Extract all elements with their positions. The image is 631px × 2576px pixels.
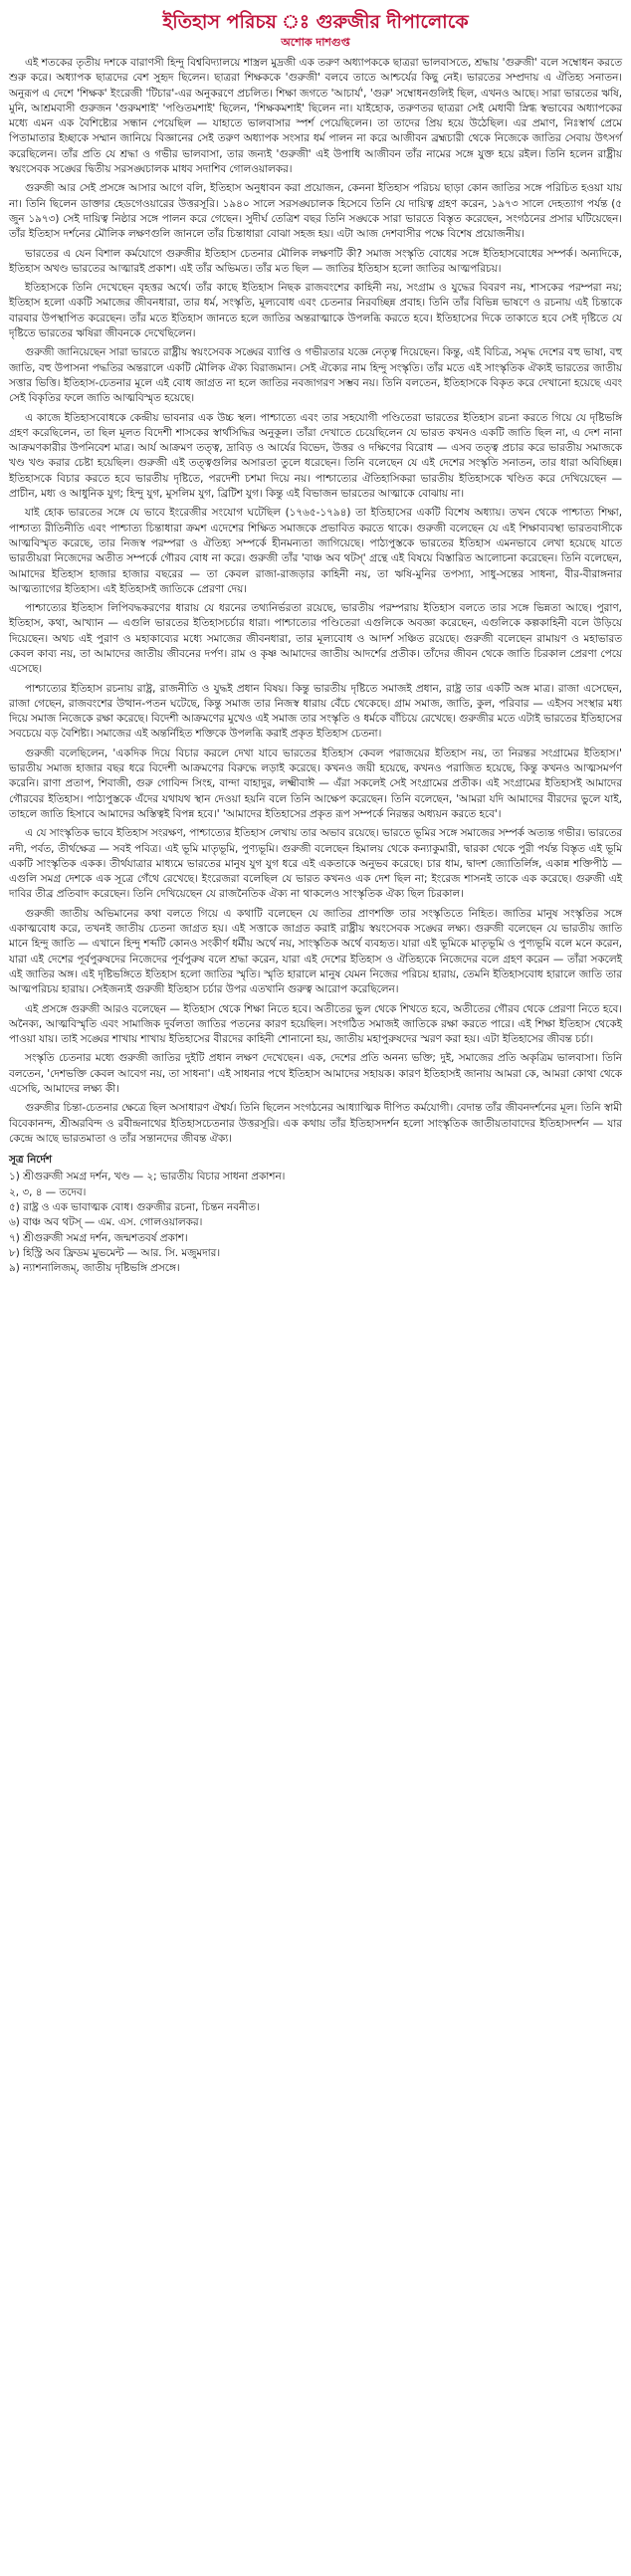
paragraph: সংস্কৃতি চেতনার মধ্যে গুরুজী জাতির দুইটি প্রধান লক্ষণ দেখেছেন। এক, দেশের প্রতি অনন্য ভক্তি; দুই, সমাজের প্রতি অকৃত্রিম ভালবাসা। তিনি বলতেন, 'দেশভক্তি কেবল আবেগ নয়, তা সাধনা'। এই সাধনার পথে ইতিহাস আমাদের সহায়ক। কারণ ইতিহাসই জানায় আমরা কে, আমরা কোথা থেকে এসেছি, আমাদের লক্ষ্য কী। [9,1052,622,1095]
paragraph: গুরুজীর চিন্তা-চেতনার ক্ষেত্রে ছিল অসাধারণ ঐশ্বর্য। তিনি ছিলেন সংগঠনের আধ্যাত্মিক দীপিত কর্মযোগী। বেদান্ত তাঁর জীবনদর্শনের মূল। তিনি স্বামী বিবেকানন্দ, শ্রীঅরবিন্দ ও রবীন্দ্রনাথের ইতিহাসচেতনার উত্তরসূরি। এক কথায় তাঁর ইতিহাসদর্শন হলো সাংস্কৃতিক জাতীয়তাবাদের ইতিহাসদর্শন — যার কেন্দ্রে আছে ভারতমাতা ও তাঁর সন্তানদের জীবন্ত ঐক্য। [9,1102,622,1145]
paragraph: ইতিহাসকে তিনি দেখেছেন বৃহত্তর অর্থে। তাঁর কাছে ইতিহাস নিছক রাজবংশের কাহিনী নয়, সংগ্রাম ও যুদ্ধের বিবরণ নয়, শাসকের পরম্পরা নয়; ইতিহাস হলো একটি সমাজের জীবনধারা, তার ধর্ম, সংস্কৃতি, মূল্যবোধ এবং চেতনার নিরবচ্ছিন্ন প্রবাহ। তিনি তাঁর বিভিন্ন ভাষণে ও রচনায় এই চিন্তাকে বারবার উপস্থাপিত করেছেন। তাঁর মতে ইতিহাস জানতে হলে জাতির অন্তরাত্মাকে উপলব্ধি করতে হবে। ইতিহাসের দিকে তাকাতে হবে সেই দৃষ্টিতে যে দৃষ্টিতে ভারতের ঋষিরা জীবনকে দেখেছিলেন। [9,282,622,340]
reference-item: ৫) রাষ্ট্র ও এক ভাবাত্মক বোধ। গুরুজীর রচনা, চিন্তন নবনীত। [9,1201,260,1214]
references-title: সূত্র নির্দেশ [9,1154,53,1167]
reference-item: ৮) হিস্ট্রি অব ফ্রিডম মুভমেন্ট — আর. সি. মজুমদার। [9,1246,221,1259]
references-list [9,1170,622,1276]
paragraph: এই প্রসঙ্গে গুরুজী আরও বলেছেন — ইতিহাস থেকে শিক্ষা নিতে হবে। অতীতের ভুল থেকে শিখতে হবে, অতীতের গৌরব থেকে প্রেরণা নিতে হবে। অনৈক্য, আত্মবিস্মৃতি এবং সামাজিক দুর্বলতা জাতির পতনের কারণ হয়েছিল। সংগঠিত সমাজই জাতিকে রক্ষা করতে পারে। এই শিক্ষা ইতিহাস থেকেই পাওয়া যায়। তাই সঙ্ঘের শাখায় শাখায় ইতিহাসের বীরদের কাহিনী শোনানো হয়, জাতীয় মহাপুরুষদের স্মরণ করা হয়। এটা ইতিহাসের জীবন্ত চর্চা। [9,1002,622,1046]
article-body [9,56,622,1147]
paragraph: এ কাজে ইতিহাসবোধকে কেন্দ্রীয় ভাবনার এক উচ্চ স্থল। পাশ্চাত্যে এবং তার সহযোগী পণ্ডিতেরা ভারতের ইতিহাস রচনা করতে গিয়ে যে দৃষ্টিভঙ্গি গ্রহণ করেছিলেন, তা ছিল মূলত বিদেশী শাসকের স্বার্থসিদ্ধির অনুকূল। তাঁরা দেখাতে চেয়েছিলেন যে ভারত কখনও একটি জাতি ছিল না, এ দেশ নানা আক্রমণকারীর উপনিবেশ মাত্র। আর্য আক্রমণ তত্ত্ব, দ্রাবিড় ও আর্যের বিভেদ, উত্তর ও দক্ষিণের বিরোধ — এসব তত্ত্ব প্রচার করে ভারতীয় সমাজকে খণ্ড খণ্ড করার চেষ্টা হয়েছিল। গুরুজী এই তত্ত্বগুলির অসারতা তুলে ধরেছেন। তিনি বলেছেন যে এই দেশের সংস্কৃতি সনাতন, তার ধারা অবিচ্ছিন্ন। ইতিহাসকে বিচার করতে হবে ভারতীয় দৃষ্টিতে, পরদেশী চশমা দিয়ে নয়। পাশ্চাত্যের ঐতিহাসিকরা ভারতীয় ইতিহাসকে খণ্ডিত করে দেখিয়েছেন — প্রাচীন, মধ্য ও আধুনিক যুগ; হিন্দু যুগ, মুসলিম যুগ, ব্রিটিশ যুগ। কিন্তু এই বিভাজন ভারতের আত্মাকে বোঝায় না। [9,411,622,501]
article-author: অশোক দাশগুপ্ত [281,36,350,49]
paragraph: যাই হোক ভারতের সঙ্গে যে ভাবে ইংরেজীর সংযোগ ঘটেছিল (১৭৬৫-১৭৯৪) তা ইতিহাসের একটি বিশেষ অধ্যায়। তখন থেকে পাশ্চাত্য শিক্ষা, পাশ্চাত্য রীতিনীতি এবং পাশ্চাত্য চিন্তাধারা ক্রমশ এদেশের শিক্ষিত সমাজকে প্রভাবিত করতে থাকে। গুরুজী বলেছেন যে এই শিক্ষাব্যবস্থা ভারতবাসীকে আত্মবিস্মৃত করেছে, তার নিজস্ব পরম্পরা ও ঐতিহ্য সম্পর্কে হীনমন্যতা জাগিয়েছে। পাঠ্যপুস্তকে ভারতের ইতিহাস এমনভাবে লেখা হয়েছে যাতে ভারতীয়রা নিজেদের অতীত সম্পর্কে গৌরব বোধ না করে। গুরুজী তাঁর 'বাঞ্চ অব থটস্' গ্রন্থে এই বিষয়ে বিস্তারিত আলোচনা করেছেন। তিনি বলেছেন, আমাদের ইতিহাস হাজার হাজার বছরের — তা কেবল রাজা-রাজড়ার কাহিনী নয়, তা ঋষি-মুনির তপস্যা, সাধু-সন্তের সাধনা, বীর-বীরাঙ্গনার আত্মত্যাগের ইতিহাস। এই ইতিহাসই জাতিকে প্রেরণা দেয়। [9,507,622,595]
reference-item: ২, ৩, ৪ — তদেব। [9,1185,87,1198]
paragraph: পাশ্চাত্যের ইতিহাস লিপিবদ্ধকরণের ধারায় যে ধরনের তথ্যনির্ভরতা রয়েছে, ভারতীয় পরম্পরায় ইতিহাস বলতে তার সঙ্গে ভিন্নতা আছে। পুরাণ, ইতিহাস, কথা, আখ্যান — এগুলি ভারতের ইতিহাসচর্চার ধারা। পাশ্চাত্যের পণ্ডিতেরা এগুলিকে অবজ্ঞা করেছেন, এগুলিকে কল্পকাহিনী বলে উড়িয়ে দিয়েছেন। অথচ এই পুরাণ ও মহাকাব্যের মধ্যে সমাজের জীবনধারা, তার মূল্যবোধ ও আদর্শ সঞ্চিত রয়েছে। গুরুজী বলেছেন রামায়ণ ও মহাভারত কেবল কাব্য নয়, তা আমাদের জাতীয় জীবনের দর্পণ। রাম ও কৃষ্ণ আমাদের জাতীয় আদর্শের প্রতীক। তাঁদের জীবন থেকে জাতি চিরকাল প্রেরণা পেয়ে এসেছে। [9,602,622,676]
paragraph: গুরুজী জাতীয় অভিমানের কথা বলতে গিয়ে এ কথাটি বলেছেন যে জাতির প্রাণশক্তি তার সংস্কৃতিতে নিহিত। জাতির মানুষ সংস্কৃতির সঙ্গে একাত্মবোধ করে, তখনই জাতীয় চেতনা জাগ্রত হয়। এই সত্তাকে জাগ্রত করাই রাষ্ট্রীয় স্বয়ংসেবক সঙ্ঘের লক্ষ্য। গুরুজী বলেছেন যে ভারতীয় জাতি মানে হিন্দু জাতি — এখানে হিন্দু শব্দটি কোনও সংকীর্ণ ধর্মীয় অর্থে নয়, সাংস্কৃতিক অর্থে ব্যবহৃত। যারা এই ভূমিকে মাতৃভূমি ও পুণ্যভূমি বলে মনে করেন, যারা এই দেশের পূর্বপুরুষদের নিজেদের পূর্বপুরুষ বলে শ্রদ্ধা করেন, যারা এই দেশের ইতিহাস ও ঐতিহ্যকে নিজেদের বলে গ্রহণ করেন — তাঁরা সকলেই এই জাতির অঙ্গ। এই দৃষ্টিভঙ্গিতে ইতিহাস হলো জাতির স্মৃতি। স্মৃতি হারালে মানুষ যেমন নিজের পরিচয় হারায়, তেমনি ইতিহাসবোধ হারালে জাতি তার আত্মপরিচয় হারায়। সেইজন্যই গুরুজী ইতিহাস চর্চার উপর এতখানি গুরুত্ব আরোপ করেছিলেন। [9,907,622,996]
paragraph: ভারতের এ যেন বিশাল কর্মযোগে গুরুজীর ইতিহাস চেতনার মৌলিক লক্ষণটি কী? সমাজ সংস্কৃতি বোধের সঙ্গে ইতিহাসবোধের সম্পর্ক। অন্যদিকে, ইতিহাস অখণ্ড ভারতের আত্মারই প্রকাশ। এই তাঁর অভিমত। তাঁর মত ছিল — জাতির ইতিহাস হলো জাতির আত্মপরিচয়। [9,247,622,275]
paragraph: পাশ্চাত্যের ইতিহাস রচনায় রাষ্ট্র, রাজনীতি ও যুদ্ধই প্রধান বিষয়। কিন্তু ভারতীয় দৃষ্টিতে সমাজই প্রধান, রাষ্ট্র তার একটি অঙ্গ মাত্র। রাজা এসেছেন, রাজা গেছেন, রাজবংশের উত্থান-পতন ঘটেছে, কিন্তু সমাজ তার নিজস্ব ধারায় বেঁচে থেকেছে। গ্রাম সমাজ, জাতি, কুল, পরিবার — এইসব সংস্থার মধ্য দিয়ে সমাজ নিজেকে রক্ষা করেছে। বিদেশী আক্রমণের মুখেও এই সমাজ তার সংস্কৃতি ও ধর্মকে বাঁচিয়ে রেখেছে। গুরুজীর মতে এটাই ভারতের ইতিহাসের সবচেয়ে বড় বৈশিষ্ট্য। সমাজের এই অন্তর্নিহিত শক্তিকে উপলব্ধি করাই প্রকৃত ইতিহাস চেতনা। [9,682,622,741]
reference-item: ৭) শ্রীগুরুজী সমগ্র দর্শন, জন্মশতবর্ষ প্রকাশ। [9,1231,188,1244]
paragraph: গুরুজী আর সেই প্রসঙ্গে আসার আগে বলি, ইতিহাস অনুধাবন করা প্রয়োজন, কেননা ইতিহাস পরিচয় ছাড়া কোন জাতির সঙ্গে পরিচিত হওয়া যায় না। তিনি ছিলেন ডাক্তার হেডগেওয়ারের উত্তরসূরি। ১৯৪০ সালে সরসঙ্ঘচালক হিসেবে তিনি যে দায়িত্ব গ্রহণ করেন, ১৯৭৩ সালে দেহত্যাগ পর্যন্ত (৫ জুন ১৯৭৩) সেই দায়িত্ব নিষ্ঠার সঙ্গে পালন করে গেছেন। সুদীর্ঘ তেত্রিশ বছর তিনি সঙ্ঘকে সারা ভারতে বিস্তৃত করেছেন, সংগঠনের প্রসার ঘটিয়েছেন। তাঁর ইতিহাস দর্শনের মৌলিক লক্ষণগুলি জানলে তাঁর চিন্তাধারা বোঝা সহজ হয়। এটা আজ দেশবাসীর পক্ষে বিশেষ প্রয়োজনীয়। [9,182,622,241]
reference-item: ১) শ্রীগুরুজী সমগ্র দর্শন, খণ্ড — ২; ভারতীয় বিচার সাধনা প্রকাশন। [9,1171,286,1183]
paragraph: এই শতকের তৃতীয় দশকে বারাণসী হিন্দু বিশ্ববিদ্যালয়ে শাস্ত্রল মুদ্রজী এক তরুণ অধ্যাপককে ছাত্ররা ভালবাসতে, শ্রদ্ধায় 'গুরুজী' বলে সম্বোধন করতে শুরু করে। অধ্যাপক ছাত্রদের বেশ সুহৃদ ছিলেন। ছাত্ররা শিক্ষককে 'গুরুজী' বলবে তাতে আশ্চর্যের কিছু নেই। ভারতের সম্প্রদায় এ ঐতিহ্য সনাতন। অনুরূপ এ দেশে 'শিক্ষক' ইংরেজী 'টিচার'-এর অনুকরণে প্রচলিত। শিক্ষা জগতে 'আচার্য', 'গুরু' সম্বোধনগুলিই ছিল, এখনও আছে। সারা ভারতের ঋষি, মুনি, আশ্রমবাসী গুরুজন 'গুরুমশাই' 'পণ্ডিতমশাই' ছিলেন, 'শিক্ষকমশাই' ছিলেন না। যাইহোক, তরুণতর ছাত্ররা সেই মেধাবী স্নিগ্ধ স্বভাবের অধ্যাপকের মধ্যে এমন এক বৈশিষ্ট্যের সন্ধান পেয়েছিল — যাহাতে ভালবাসার স্পর্শ পেয়েছিলেন। তা তাদের প্রিয় হয়ে উঠেছিল। এর প্রমাণ, নিঃস্বার্থ প্রেমে পিতামাতার ইচ্ছাকে সম্মান জানিয়ে বিজ্ঞানের সেই তরুণ অধ্যাপক সংসার ধর্ম পালন না করে আজীবন ব্রহ্মচারী থেকে নিজেকে জাতির সেবায় উৎসর্গ করেছিলেন। তাঁর প্রতি যে শ্রদ্ধা ও গভীর ভালবাসা, তার জন্যই 'গুরুজী' এই উপাধি আজীবন তাঁর নামের সঙ্গে যুক্ত হয়ে রইল। তিনি হলেন রাষ্ট্রীয় স্বয়ংসেবক সঙ্ঘের দ্বিতীয় সরসঙ্ঘচালক মাধব সদাশিব গোলওয়ালকর। [9,57,622,176]
paragraph: গুরুজী জানিয়েছেন সারা ভারতে রাষ্ট্রীয় স্বয়ংসেবক সঙ্ঘের ব্যাপ্তি ও গভীরতার যজ্ঞে নেতৃত্ব দিয়েছেন। কিন্তু, এই বিচিত্র, সমৃদ্ধ দেশের বহু ভাষা, বহু জাতি, বহু উপাসনা পদ্ধতির অন্তরালে একটি মৌলিক ঐক্য বিরাজমান। সেই ঐক্যের নাম হিন্দু সংস্কৃতি। তাঁর মতে এই সাংস্কৃতিক ঐক্যই ভারতের জাতীয় সত্তার ভিত্তি। ইতিহাস-চেতনার মূলে এই বোধ জাগ্রত না হলে জাতির নবজাগরণ সম্ভব নয়। তিনি বলতেন, ইতিহাসকে বিকৃত করে দেখানো হয়েছে এবং সেই বিকৃতির ফলে জাতি আত্মবিস্মৃত হয়েছে। [9,346,622,405]
reference-item: ৬) বাঞ্চ অব থটস্ — এম. এস. গোলওয়ালকর। [9,1216,203,1229]
article-title: ইতিহাস পরিচয় ঃ গুরুজীর দীপালোকে [162,11,469,33]
references-section [9,1153,622,1276]
reference-item: ৯) ন্যাশনালিজম্, জাতীয় দৃষ্টিভঙ্গি প্রসঙ্গে। [9,1262,180,1275]
paragraph: এ যে সাংস্কৃতিক ভাবে ইতিহাস সংরক্ষণ, পাশ্চাত্যের ইতিহাস লেখায় তার অভাব রয়েছে। ভারতে ভূমির সঙ্গে সমাজের সম্পর্ক অত্যন্ত গভীর। ভারতের নদী, পর্বত, তীর্থক্ষেত্র — সবই পবিত্র। এই ভূমি মাতৃভূমি, পুণ্যভূমি। গুরুজী বলেছেন হিমালয় থেকে কন্যাকুমারী, দ্বারকা থেকে পুরী পর্যন্ত বিস্তৃত এই ভূমি একটি সাংস্কৃতিক একক। তীর্থযাত্রার মাধ্যমে ভারতের মানুষ যুগ যুগ ধরে এই একতাকে অনুভব করেছে। চার ধাম, দ্বাদশ জ্যোতির্লিঙ্গ, একান্ন শক্তিপীঠ — এগুলি সমগ্র দেশকে এক সূত্রে গেঁথে রেখেছে। ইংরেজরা বলেছিল যে ভারত কখনও এক দেশ ছিল না; ইংরেজ শাসনই তাকে এক করেছে। গুরুজী এই দাবির তীব্র প্রতিবাদ করেছেন। তিনি দেখিয়েছেন যে রাজনৈতিক ঐক্য না থাকলেও সাংস্কৃতিক ঐক্য ছিল চিরকাল। [9,827,622,901]
paragraph: গুরুজী বলেছিলেন, 'একদিক দিয়ে বিচার করলে দেখা যাবে ভারতের ইতিহাস কেবল পরাজয়ের ইতিহাস নয়, তা নিরন্তর সংগ্রামের ইতিহাস।' ভারতীয় সমাজ হাজার বছর ধরে বিদেশী আক্রমণের বিরুদ্ধে লড়াই করেছে। কখনও জয়ী হয়েছে, কখনও পরাজিত হয়েছে, কিন্তু কখনও আত্মসমর্পণ করেনি। রাণা প্রতাপ, শিবাজী, গুরু গোবিন্দ সিংহ, বান্দা বাহাদুর, লক্ষ্মীবাঈ — এঁরা সকলেই সেই সংগ্রামের প্রতীক। এই সংগ্রামের ইতিহাসই আমাদের গৌরবের ইতিহাস। পাঠ্যপুস্তকে এঁদের যথাযথ স্থান দেওয়া হয়নি বলে তিনি আক্ষেপ করেছেন। তিনি বলেছেন, 'আমরা যদি আমাদের বীরদের ভুলে যাই, তাহলে জাতি হিসাবে আমাদের অস্তিত্বই বিপন্ন হবে।' 'আমাদের ইতিহাসের প্রকৃত রূপ সম্পর্কে নিরন্তর অধ্যয়ন করতে হবে'। [9,747,622,820]
